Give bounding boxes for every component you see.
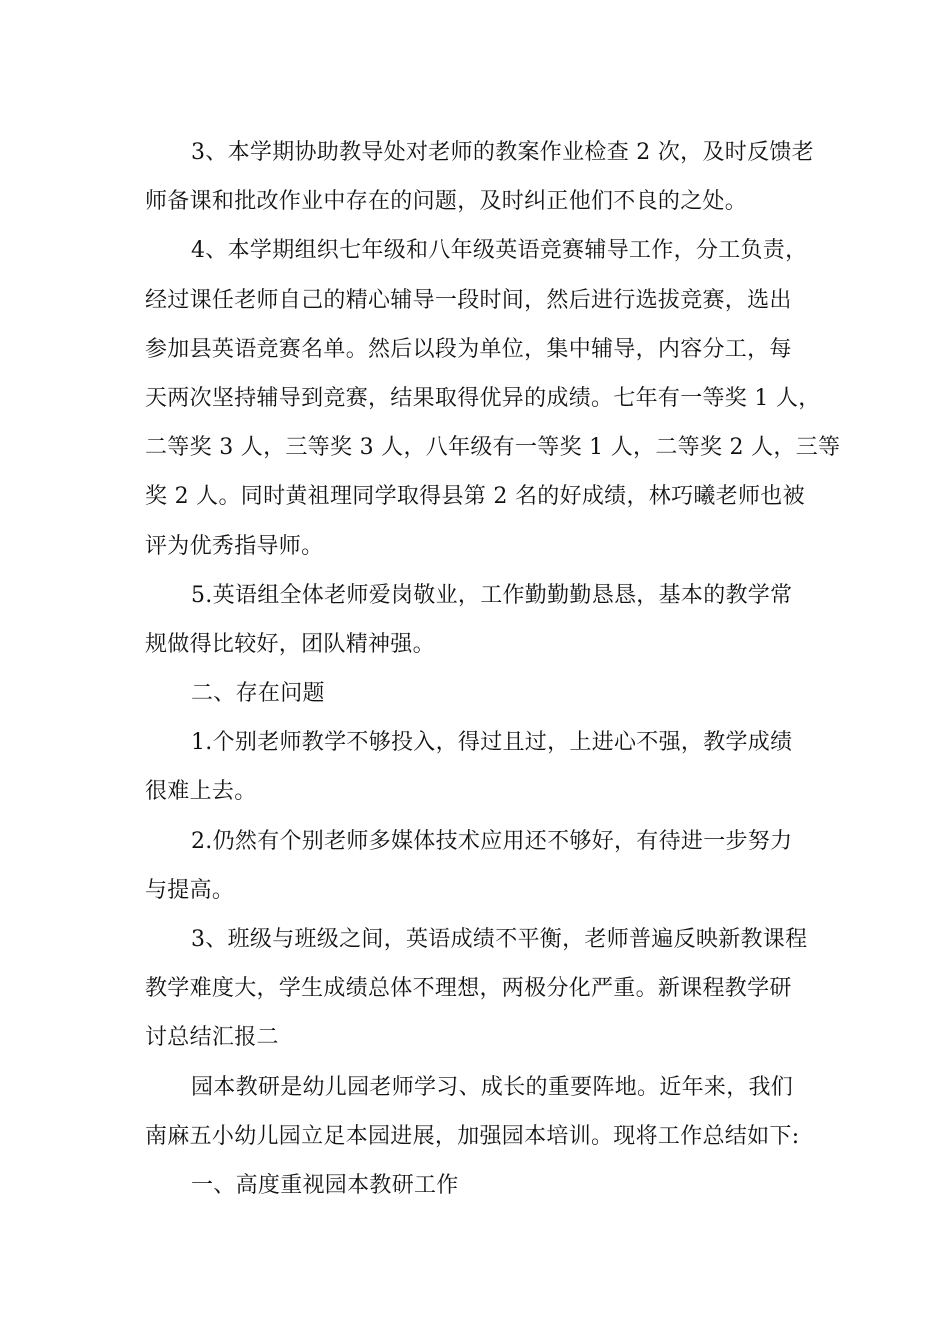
text-line: 参加县英语竞赛名单。然后以段为单位，集中辅导，内容分工，每	[145, 336, 792, 362]
text-line: 南麻五小幼儿园立足本园进展，加强园本培训。现将工作总结如下:	[145, 1123, 800, 1149]
text-line: 5.英语组全体老师爱岗敬业，工作勤勤勤恳恳，基本的教学常	[191, 582, 793, 608]
text-line: 3、班级与班级之间，英语成绩不平衡，老师普遍反映新教课程	[191, 927, 808, 952]
text-line: 评为优秀指导师。	[145, 533, 324, 559]
text-line: 奖 2 人。同时黄祖理同学取得县第 2 名的好成绩，林巧曦老师也被	[145, 484, 805, 510]
text-line: 讨总结汇报二	[145, 1025, 279, 1051]
text-line: 园本教研是幼儿园老师学习、成长的重要阵地。近年来，我们	[191, 1074, 794, 1100]
text-line: 4、本学期组织七年级和八年级英语竞赛辅导工作，分工负责，	[191, 238, 808, 264]
document-body	[145, 128, 841, 1210]
text-line: 经过课任老师自己的精心辅导一段时间，然后进行选拔竞赛，选出	[145, 287, 792, 313]
text-line: 教学难度大，学生成绩总体不理想，两极分化严重。新课程教学研	[145, 976, 792, 1002]
text-line: 与提高。	[145, 877, 235, 903]
text-line: 师备课和批改作业中存在的问题，及时纠正他们不良的之处。	[145, 189, 748, 215]
text-line: 很难上去。	[145, 779, 257, 805]
section-heading: 二、存在问题	[191, 681, 325, 707]
text-line: 天两次坚持辅导到竞赛，结果取得优异的成绩。七年有一等奖 1 人，	[145, 385, 821, 411]
text-line: 规做得比较好，团队精神强。	[145, 631, 435, 657]
text-line: 2.仍然有个别老师多媒体技术应用还不够好，有待进一步努力	[191, 828, 793, 854]
text-line: 1.个别老师教学不够投入，得过且过，上进心不强，教学成绩	[191, 730, 793, 756]
section-heading: 一、高度重视园本教研工作	[191, 1172, 459, 1198]
text-line: 二等奖 3 人，三等奖 3 人，八年级有一等奖 1 人，二等奖 2 人，三等	[145, 435, 841, 461]
text-line: 3、本学期协助教导处对老师的教案作业检查 2 次，及时反馈老	[191, 140, 814, 165]
